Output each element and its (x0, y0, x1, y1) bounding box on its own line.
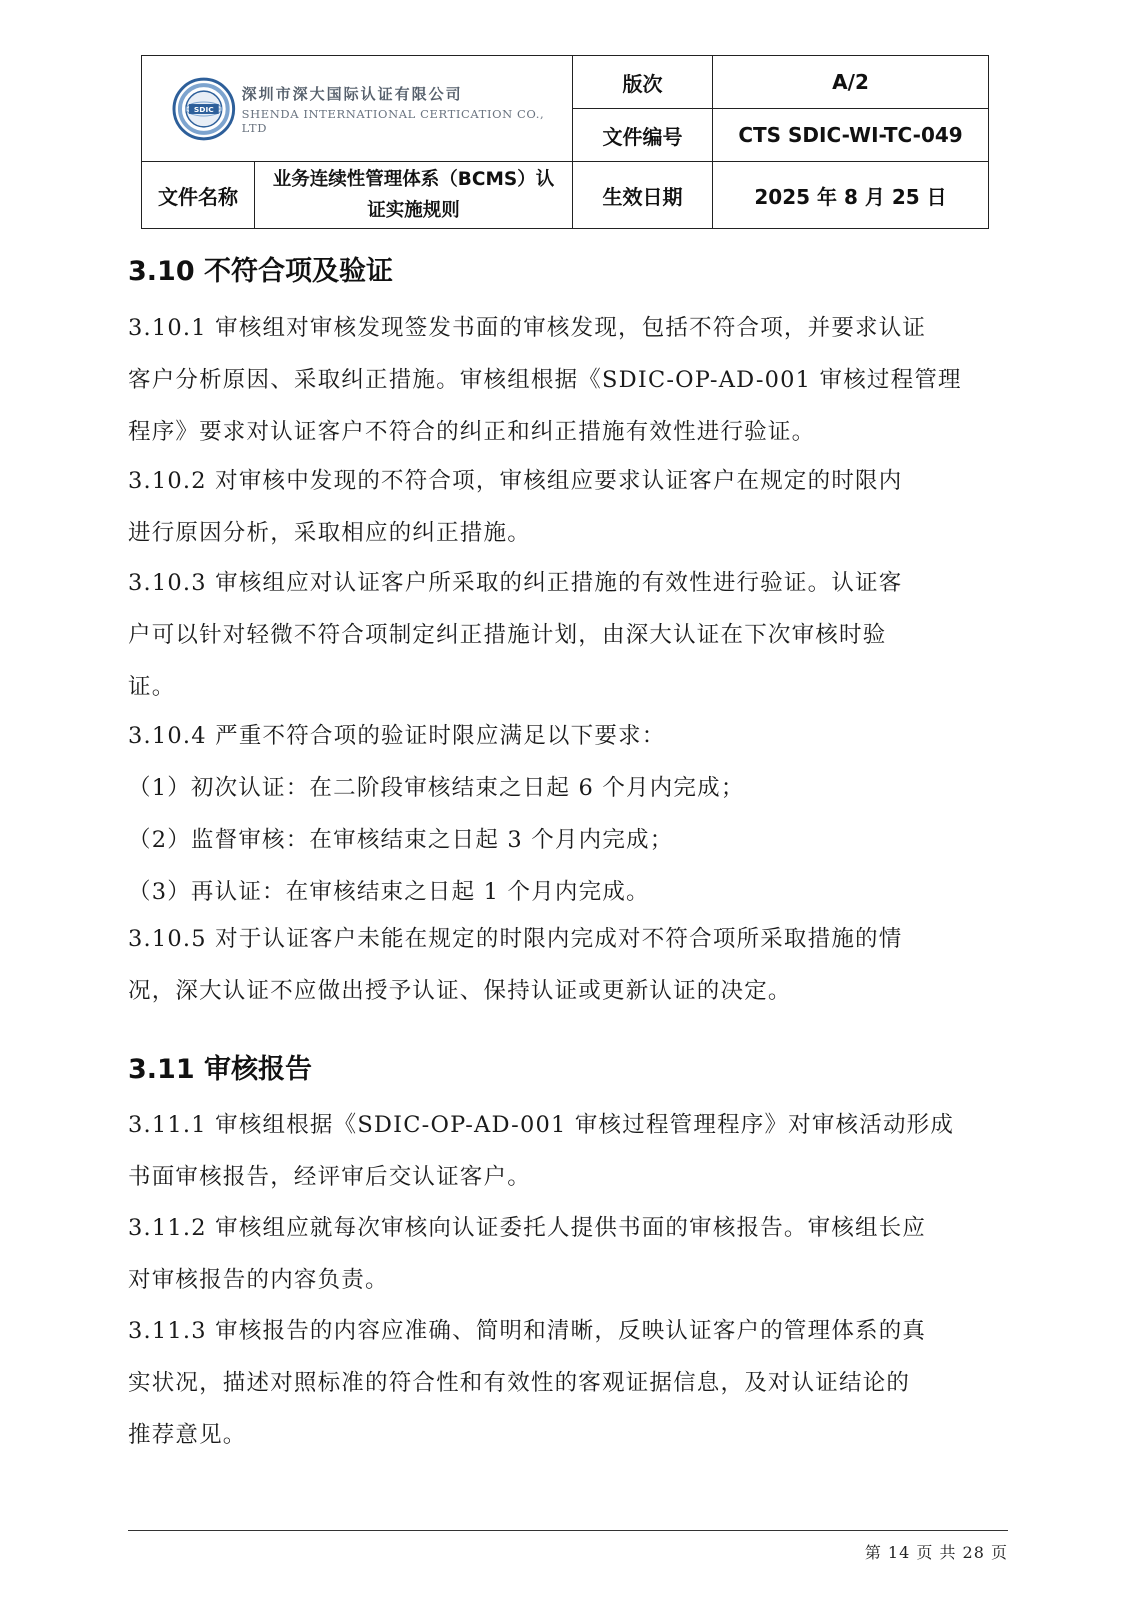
text-line: 推荐意见。 (128, 1422, 247, 1448)
clause-3-10-2 (128, 455, 1008, 559)
page-number: 第 14 页 共 28 页 (864, 1543, 1008, 1562)
text-line: 3.10.3 审核组应对认证客户所采取的纠正措施的有效性进行验证。认证客 (128, 570, 903, 596)
document-name-value (255, 162, 573, 229)
document-name-line-2: 证实施规则 (367, 200, 460, 221)
document-name-line-1: 业务连续性管理体系（BCMS）认 (272, 169, 555, 190)
company-seal-logo (172, 77, 236, 141)
clause-3-10-3 (128, 557, 1008, 713)
text-line: 对审核报告的内容负责。 (128, 1267, 389, 1293)
clause-3-11-3 (128, 1305, 1008, 1461)
document-name-label: 文件名称 (142, 162, 255, 229)
text-line: 程序》要求对认证客户不符合的纠正和纠正措施有效性进行验证。 (128, 419, 816, 445)
footer-divider (128, 1530, 1008, 1531)
text-line: 3.10.2 对审核中发现的不符合项，审核组应要求认证客户在规定的时限内 (128, 468, 903, 494)
text-line: 实状况，描述对照标准的符合性和有效性的客观证据信息，及对认证结论的 (128, 1370, 911, 1396)
list-item: （1）初次认证：在二阶段审核结束之日起 6 个月内完成； (128, 775, 745, 801)
company-name-cn: 深圳市深大国际认证有限公司 (241, 84, 463, 103)
clause-3-10-4 (128, 710, 1008, 918)
text-line: 3.11.2 审核组应就每次审核向认证委托人提供书面的审核报告。审核组长应 (128, 1215, 927, 1241)
text-line: 3.10.1 审核组对审核发现签发书面的审核发现，包括不符合项，并要求认证 (128, 315, 927, 341)
effective-date-label: 生效日期 (573, 162, 713, 229)
text-line: 证。 (128, 674, 176, 700)
company-name-en: SHENDA INTERNATIONAL CERTICATION CO., LTD (241, 106, 545, 135)
document-number-label: 文件编号 (573, 109, 713, 162)
text-line: 3.11.1 审核组根据《SDIC-OP-AD-001 审核过程管理程序》对审核活动形成 (128, 1112, 955, 1138)
clause-3-11-1 (128, 1099, 1008, 1203)
seal-text: SDIC (193, 104, 214, 114)
text-line: 3.10.4 严重不符合项的验证时限应满足以下要求： (128, 723, 666, 749)
text-line: 客户分析原因、采取纠正措施。审核组根据《SDIC-OP-AD-001 审核过程管理 (128, 367, 962, 393)
company-logo-cell (142, 56, 573, 162)
clause-3-10-5 (128, 913, 1008, 1017)
document-number-value: CTS SDIC-WI-TC-049 (713, 109, 989, 162)
effective-date-value: 2025 年 8 月 25 日 (713, 162, 989, 229)
clause-3-10-1 (128, 302, 1008, 458)
version-value: A/2 (713, 56, 989, 109)
text-line: 况，深大认证不应做出授予认证、保持认证或更新认证的决定。 (128, 978, 792, 1004)
document-header-table (141, 55, 989, 229)
text-line: 户可以针对轻微不符合项制定纠正措施计划，由深大认证在下次审核时验 (128, 622, 887, 648)
section-3-10-heading: 3.10 不符合项及验证 (128, 256, 394, 287)
text-line: 书面审核报告，经评审后交认证客户。 (128, 1164, 531, 1190)
clause-3-11-2 (128, 1202, 1008, 1306)
section-3-11-heading: 3.11 审核报告 (128, 1054, 313, 1085)
text-line: 进行原因分析，采取相应的纠正措施。 (128, 520, 531, 546)
version-label: 版次 (573, 56, 713, 109)
text-line: 3.11.3 审核报告的内容应准确、简明和清晰，反映认证客户的管理体系的真 (128, 1318, 927, 1344)
list-item: （3）再认证：在审核结束之日起 1 个月内完成。 (128, 879, 650, 905)
text-line: 3.10.5 对于认证客户未能在规定的时限内完成对不符合项所采取措施的情 (128, 926, 903, 952)
list-item: （2）监督审核：在审核结束之日起 3 个月内完成； (128, 827, 674, 853)
